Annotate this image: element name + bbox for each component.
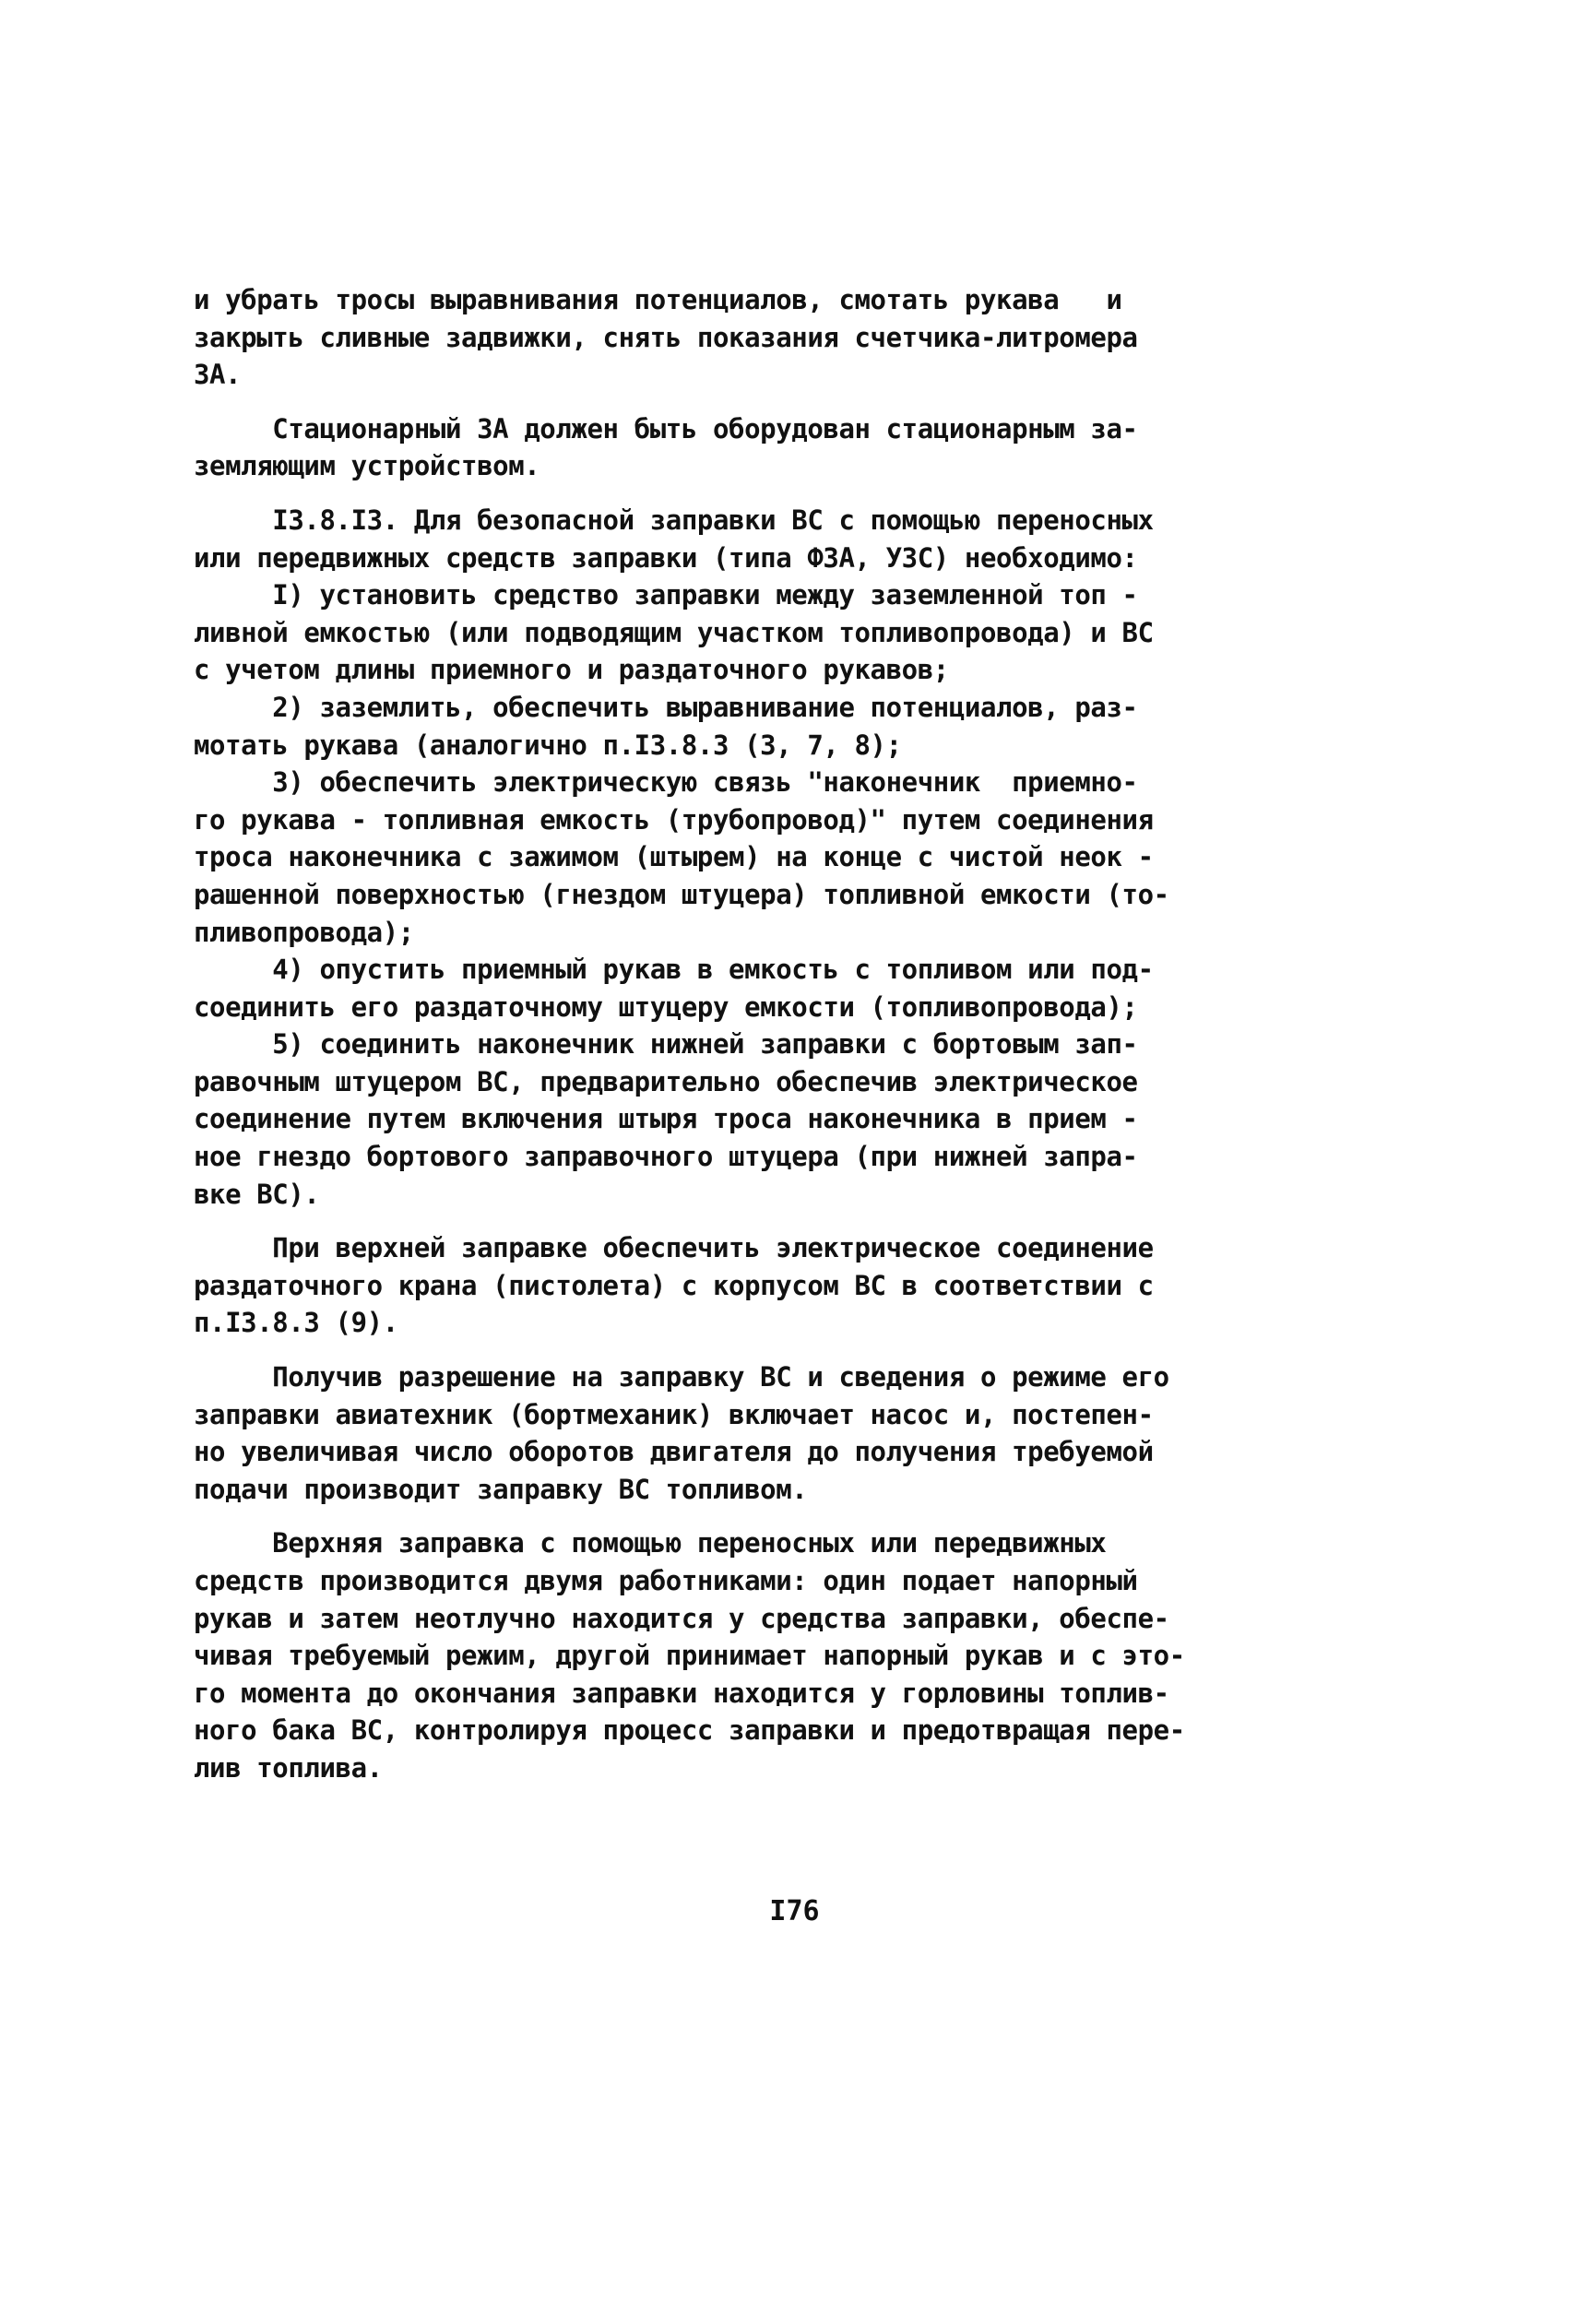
text-line: Верхняя заправка с помощью переносных или передвижных (194, 1527, 1107, 1559)
text-line: средств производится двумя работниками: один подает напорный (194, 1565, 1138, 1596)
text-line: ное гнездо бортового заправочного штуцера (при нижней запра- (194, 1141, 1138, 1173)
paragraph-gap (194, 1213, 1282, 1229)
page-number: I76 (769, 1895, 820, 1927)
text-line: или передвижных средств заправки (типа ФЗА, УЗС) необходимо: (194, 541, 1138, 574)
paragraph-gap (194, 1508, 1282, 1524)
text-line: 5) соединить наконечник нижней заправки с бортовым зап- (194, 1028, 1138, 1061)
text-line: ЗА. (194, 359, 242, 391)
text-line: раздаточного крана (пистолета) с корпусом ВС в соответствии с (194, 1269, 1154, 1301)
text-line: соединение путем включения штыря троса наконечника в прием - (194, 1103, 1138, 1135)
text-line: лив топлива. (194, 1751, 383, 1784)
text-line: ного бака ВС, контролируя процесс заправки и предотвращая пере- (194, 1714, 1185, 1747)
text-line: но увеличивая число оборотов двигателя до получения требуемой (194, 1436, 1154, 1468)
paragraph-gap (194, 394, 1282, 410)
text-line: го момента до окончания заправки находится у горловины топлив- (194, 1677, 1169, 1709)
text-line: и убрать тросы выравнивания потенциалов, смотать рукава и (194, 284, 1122, 315)
text-line: рашенной поверхностью (гнездом штуцера) топливной емкости (то- (194, 878, 1169, 910)
text-line: п.I3.8.3 (9). (194, 1307, 398, 1339)
paragraph (194, 1358, 1282, 1508)
text-line: закрыть сливные задвижки, снять показания счетчика-литромера (194, 321, 1138, 353)
paragraph (194, 410, 1282, 485)
text-line: го рукава - топливная емкость (трубопровод)" путем соединения (194, 803, 1154, 836)
text-line: При верхней заправке обеспечить электрическое соединение (194, 1232, 1154, 1264)
paragraph (194, 281, 1282, 394)
text-line: ливной емкостью (или подводящим участком топливопровода) и ВС (194, 616, 1154, 648)
paragraph (194, 1229, 1282, 1342)
text-line: пливопровода); (194, 916, 414, 948)
text-line: I) установить средство заправки между заземленной топ - (194, 579, 1138, 611)
text-line: рукав и затем неотлучно находится у средства заправки, обеспе- (194, 1602, 1169, 1634)
paragraph-gap (194, 485, 1282, 502)
text-line: троса наконечника с зажимом (штырем) на конце с чистой неок - (194, 841, 1154, 873)
text-line: равочным штуцером ВС, предварительно обеспечив электрическое (194, 1065, 1138, 1097)
text-line: вке ВС). (194, 1178, 320, 1210)
paragraph (194, 1524, 1282, 1786)
text-line: 3) обеспечить электрическую связь "наконечник приемно- (194, 766, 1138, 799)
text-line: земляющим устройством. (194, 450, 540, 482)
text-line: с учетом длины приемного и раздаточного рукавов; (194, 654, 949, 686)
paragraph (194, 502, 1282, 1213)
text-line: Получив разрешение на заправку ВС и сведения о режиме его (194, 1361, 1169, 1393)
text-line: I3.8.I3. Для безопасной заправки ВС с помощью переносных (194, 504, 1154, 536)
text-line: 2) заземлить, обеспечить выравнивание потенциалов, раз- (194, 691, 1138, 723)
body-text (194, 281, 1282, 1787)
text-line: мотать рукава (аналогично п.I3.8.3 (3, 7, 8); (194, 729, 902, 761)
paragraph-gap (194, 1342, 1282, 1358)
text-line: чивая требуемый режим, другой принимает напорный рукав и с это- (194, 1640, 1185, 1672)
text-line: подачи производит заправку ВС топливом. (194, 1473, 808, 1505)
text-line: соединить его раздаточному штуцеру емкости (топливопровода); (194, 990, 1138, 1023)
text-line: Стационарный ЗА должен быть оборудован стационарным за- (194, 412, 1138, 445)
text-line: заправки авиатехник (бортмеханик) включает насос и, постепен- (194, 1398, 1154, 1430)
text-line: 4) опустить приемный рукав в емкость с топливом или под- (194, 954, 1154, 986)
